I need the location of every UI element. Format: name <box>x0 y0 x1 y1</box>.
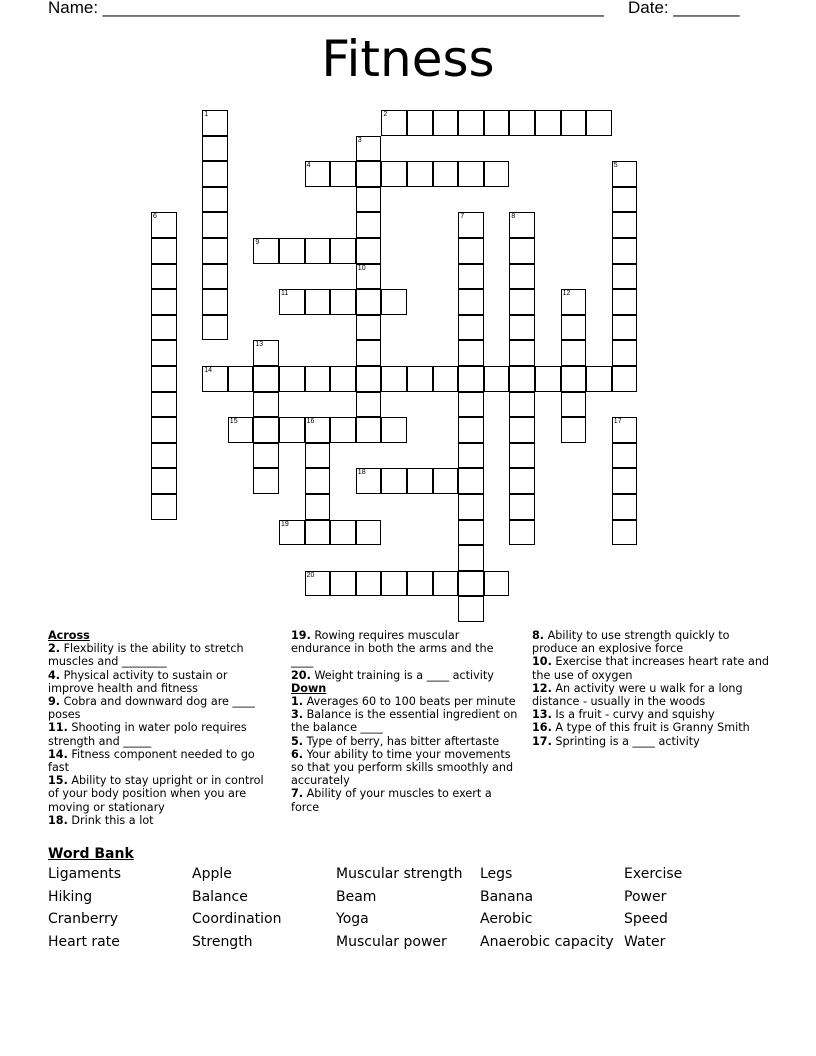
grid-cell[interactable] <box>253 238 279 264</box>
clue-number: 5 <box>613 162 618 170</box>
grid-cell[interactable] <box>484 571 510 597</box>
grid-cell[interactable] <box>458 545 484 571</box>
word-bank-item: Legs <box>480 866 513 882</box>
grid-cell[interactable] <box>561 417 587 443</box>
grid-cell[interactable] <box>458 289 484 315</box>
word-bank-item: Apple <box>192 866 232 882</box>
grid-cell[interactable] <box>433 571 459 597</box>
grid-cell[interactable] <box>586 366 612 392</box>
grid-cell[interactable] <box>151 340 177 366</box>
grid-cell[interactable] <box>612 494 638 520</box>
clue-number: 10 <box>357 264 366 272</box>
grid-cell[interactable] <box>484 110 510 136</box>
grid-cell[interactable] <box>305 494 331 520</box>
grid-cell[interactable] <box>458 340 484 366</box>
grid-cell[interactable] <box>202 315 228 341</box>
grid-cell[interactable] <box>151 315 177 341</box>
grid-cell[interactable] <box>484 161 510 187</box>
grid-cell[interactable] <box>458 238 484 264</box>
grid-cell[interactable] <box>202 212 228 238</box>
grid-cell[interactable] <box>458 417 484 443</box>
grid-cell[interactable] <box>305 520 331 546</box>
grid-cell[interactable] <box>509 520 535 546</box>
grid-cell[interactable] <box>458 468 484 494</box>
grid-cell[interactable] <box>330 289 356 315</box>
grid-cell[interactable] <box>356 520 382 546</box>
grid-cell[interactable] <box>407 110 433 136</box>
word-bank-row <box>48 889 768 912</box>
grid-cell[interactable] <box>279 520 305 546</box>
clue-down-16: 16. A type of this fruit is Granny Smith <box>532 721 750 735</box>
grid-cell[interactable] <box>151 264 177 290</box>
grid-cell[interactable] <box>151 238 177 264</box>
word-bank-item: Exercise <box>624 866 683 882</box>
grid-cell[interactable] <box>330 571 356 597</box>
grid-cell[interactable] <box>151 443 177 469</box>
grid-cell[interactable] <box>356 187 382 213</box>
grid-cell[interactable] <box>612 161 638 187</box>
grid-cell[interactable] <box>433 468 459 494</box>
clue-down-12: 12. An activity were u walk for a long distance - usually in the woods <box>532 681 743 709</box>
clue-down-8: 8. Ability to use strength quickly to produce an explosive force <box>532 629 730 656</box>
grid-cell[interactable] <box>305 366 331 392</box>
word-bank-item: Yoga <box>336 911 369 928</box>
grid-cell[interactable] <box>330 366 356 392</box>
grid-cell[interactable] <box>561 110 587 136</box>
grid-cell[interactable] <box>228 366 254 392</box>
clue-across-14: 14. Fitness component needed to go fast <box>48 747 255 775</box>
clue-number: 8 <box>511 213 516 221</box>
clue-across-9: 9. Cobra and downward dog are ____ poses <box>48 695 255 722</box>
word-bank-item: Hiking <box>48 888 93 905</box>
clue-number: 12 <box>562 290 571 298</box>
grid-cell[interactable] <box>458 494 484 520</box>
grid-cell[interactable] <box>305 289 331 315</box>
word-bank-item: Power <box>624 888 667 905</box>
grid-cell[interactable] <box>202 136 228 162</box>
clue-number: 9 <box>255 239 260 246</box>
word-bank-item: Beam <box>336 888 377 905</box>
grid-cell[interactable] <box>356 417 382 443</box>
word-bank-item: Coordination <box>192 911 282 928</box>
grid-cell[interactable] <box>279 238 305 264</box>
grid-cell[interactable] <box>279 289 305 315</box>
down-heading: Down <box>291 681 327 695</box>
grid-cell[interactable] <box>330 417 356 443</box>
grid-cell[interactable] <box>458 520 484 546</box>
date-line: Date: _______ <box>628 0 740 17</box>
grid-cell[interactable] <box>381 571 407 597</box>
clue-number: 17 <box>613 418 622 426</box>
grid-cell[interactable] <box>305 571 331 597</box>
grid-cell[interactable] <box>509 212 535 238</box>
clue-across-19: 19. Rowing requires muscular endurance in both the arms and the ____ <box>291 629 494 669</box>
grid-cell[interactable] <box>381 161 407 187</box>
grid-cell[interactable] <box>458 366 484 392</box>
grid-cell[interactable] <box>509 443 535 469</box>
word-bank-item: Strength <box>192 933 253 950</box>
word-bank-item: Balance <box>192 888 248 905</box>
grid-cell[interactable] <box>535 110 561 136</box>
clue-across-20: 20. Weight training is a ____ activity <box>291 668 494 682</box>
grid-cell[interactable] <box>356 468 382 494</box>
grid-cell[interactable] <box>458 315 484 341</box>
word-bank <box>48 866 768 956</box>
grid-cell[interactable] <box>458 264 484 290</box>
clue-down-6: 6. Your ability to time your movements so that you perform skills smoothly and accurately <box>291 747 514 788</box>
grid-cell[interactable] <box>356 136 382 162</box>
grid-cell[interactable] <box>253 443 279 469</box>
grid-cell[interactable] <box>356 392 382 418</box>
grid-cell[interactable] <box>253 468 279 494</box>
grid-cell[interactable] <box>561 289 587 315</box>
clues-column-3 <box>532 629 772 748</box>
clue-number: 2 <box>383 111 388 118</box>
clue-number: 13 <box>255 341 264 349</box>
word-bank-item: Cranberry <box>48 911 119 928</box>
clue-number: 16 <box>306 418 315 426</box>
clue-across-11: 11. Shooting in water polo requires strength and _____ <box>48 721 247 748</box>
grid-cell[interactable] <box>509 238 535 264</box>
grid-cell[interactable] <box>305 443 331 469</box>
grid-cell[interactable] <box>458 392 484 418</box>
grid-cell[interactable] <box>433 366 459 392</box>
grid-cell[interactable] <box>279 417 305 443</box>
grid-cell[interactable] <box>305 468 331 494</box>
grid-cell[interactable] <box>458 443 484 469</box>
grid-cell[interactable] <box>433 110 459 136</box>
clue-across-15: 15. Ability to stay upright or in control of your body position when you are moving or stationary <box>48 774 264 814</box>
grid-cell[interactable] <box>381 468 407 494</box>
grid-cell[interactable] <box>202 366 228 392</box>
grid-cell[interactable] <box>612 443 638 469</box>
grid-cell[interactable] <box>356 571 382 597</box>
grid-cell[interactable] <box>509 417 535 443</box>
grid-cell[interactable] <box>612 520 638 546</box>
clue-number: 6 <box>153 213 157 221</box>
clue-down-7: 7. Ability of your muscles to exert a force <box>291 787 492 814</box>
word-bank-item: Aerobic <box>480 911 533 928</box>
grid-cell[interactable] <box>458 571 484 597</box>
word-bank-item: Muscular power <box>336 933 447 950</box>
grid-cell[interactable] <box>305 238 331 264</box>
grid-cell[interactable] <box>612 468 638 494</box>
grid-cell[interactable] <box>458 596 484 622</box>
grid-cell[interactable] <box>330 238 356 264</box>
across-heading: Across <box>48 629 90 642</box>
grid-cell[interactable] <box>612 366 638 392</box>
grid-cell[interactable] <box>151 392 177 418</box>
grid-cell[interactable] <box>253 392 279 418</box>
grid-cell[interactable] <box>407 468 433 494</box>
word-bank-row <box>48 866 768 889</box>
grid-cell[interactable] <box>356 289 382 315</box>
clue-number: 20 <box>306 571 315 579</box>
grid-cell[interactable] <box>612 264 638 290</box>
clue-number: 19 <box>281 520 289 528</box>
grid-cell[interactable] <box>202 289 228 315</box>
clue-down-13: 13. Is a fruit - curvy and squishy <box>532 708 715 722</box>
grid-cell[interactable] <box>151 417 177 443</box>
grid-cell[interactable] <box>561 340 587 366</box>
grid-cell[interactable] <box>509 366 535 392</box>
grid-cell[interactable] <box>202 187 228 213</box>
grid-cell[interactable] <box>356 315 382 341</box>
grid-cell[interactable] <box>151 494 177 520</box>
grid-cell[interactable] <box>509 315 535 341</box>
clues-column-1 <box>48 629 276 827</box>
grid-cell[interactable] <box>433 161 459 187</box>
clue-down-17: 17. Sprinting is a ____ activity <box>532 734 700 748</box>
clue-number: 3 <box>357 136 362 144</box>
word-bank-item: Heart rate <box>48 933 120 950</box>
grid-cell[interactable] <box>612 289 638 315</box>
grid-cell[interactable] <box>356 238 382 264</box>
grid-cell[interactable] <box>458 212 484 238</box>
word-bank-item: Ligaments <box>48 866 122 882</box>
grid-cell[interactable] <box>509 340 535 366</box>
clue-across-4: 4. Physical activity to sustain or improve health and fitness <box>48 668 228 695</box>
clue-down-5: 5. Type of berry, has bitter aftertaste <box>291 734 500 748</box>
clue-across-2: 2. Flexbility is the ability to stretch muscles and ________ <box>48 642 244 669</box>
grid-cell[interactable] <box>279 366 305 392</box>
word-bank-row <box>48 911 768 934</box>
word-bank-item: Water <box>624 933 666 950</box>
page-title: Fitness <box>321 30 495 88</box>
clue-number: 4 <box>306 162 311 170</box>
grid-cell[interactable] <box>356 340 382 366</box>
grid-cell[interactable] <box>535 366 561 392</box>
grid-cell[interactable] <box>202 238 228 264</box>
grid-cell[interactable] <box>407 161 433 187</box>
grid-cell[interactable] <box>407 366 433 392</box>
grid-cell[interactable] <box>509 289 535 315</box>
word-bank-row <box>48 934 768 957</box>
grid-cell[interactable] <box>356 264 382 290</box>
grid-cell[interactable] <box>202 161 228 187</box>
grid-cell[interactable] <box>151 289 177 315</box>
clue-number: 11 <box>281 290 289 298</box>
grid-cell[interactable] <box>509 264 535 290</box>
word-bank-item: Anaerobic capacity <box>480 933 614 950</box>
clue-down-3: 3. Balance is the essential ingredient on the balance ____ <box>291 708 518 735</box>
word-bank-title: Word Bank <box>48 846 134 862</box>
grid-cell[interactable] <box>484 366 510 392</box>
clue-number: 14 <box>204 367 212 374</box>
clue-down-1: 1. Averages 60 to 100 beats per minute <box>291 695 516 709</box>
grid-cell[interactable] <box>561 315 587 341</box>
grid-cell[interactable] <box>509 110 535 136</box>
grid-cell[interactable] <box>561 366 587 392</box>
clue-number: 7 <box>460 213 465 221</box>
grid-cell[interactable] <box>305 417 331 443</box>
grid-cell[interactable] <box>612 187 638 213</box>
grid-cell[interactable] <box>561 392 587 418</box>
clue-number: 18 <box>357 469 366 477</box>
grid-cell[interactable] <box>509 392 535 418</box>
grid-cell[interactable] <box>381 110 407 136</box>
grid-cell[interactable] <box>612 238 638 264</box>
grid-cell[interactable] <box>330 520 356 546</box>
grid-cell[interactable] <box>202 264 228 290</box>
grid-cell[interactable] <box>381 417 407 443</box>
grid-cell[interactable] <box>356 161 382 187</box>
grid-cell[interactable] <box>151 212 177 238</box>
grid-cell[interactable] <box>612 212 638 238</box>
grid-cell[interactable] <box>612 340 638 366</box>
grid-cell[interactable] <box>509 468 535 494</box>
clues-column-2 <box>291 629 519 814</box>
grid-cell[interactable] <box>381 366 407 392</box>
grid-cell[interactable] <box>330 161 356 187</box>
grid-cell[interactable] <box>612 315 638 341</box>
clue-down-10: 10. Exercise that increases heart rate and the use of oxygen <box>532 655 770 682</box>
word-bank-item: Banana <box>480 888 534 905</box>
grid-cell[interactable] <box>305 161 331 187</box>
clue-number: 15 <box>229 418 238 426</box>
grid-cell[interactable] <box>151 366 177 392</box>
grid-cell[interactable] <box>202 110 228 136</box>
grid-cell[interactable] <box>612 417 638 443</box>
grid-cell[interactable] <box>509 494 535 520</box>
grid-cell[interactable] <box>586 110 612 136</box>
grid-cell[interactable] <box>381 289 407 315</box>
name-line: Name: _____________________________________________________ <box>48 0 604 17</box>
word-bank-item: Speed <box>624 911 668 928</box>
grid-cell[interactable] <box>253 417 279 443</box>
grid-cell[interactable] <box>458 161 484 187</box>
grid-cell[interactable] <box>407 571 433 597</box>
grid-cell[interactable] <box>253 366 279 392</box>
grid-cell[interactable] <box>356 366 382 392</box>
word-bank-item: Muscular strength <box>336 866 463 882</box>
grid-cell[interactable] <box>151 468 177 494</box>
grid-cell[interactable] <box>253 340 279 366</box>
clue-across-18: 18. Drink this a lot <box>48 813 154 827</box>
grid-cell[interactable] <box>458 110 484 136</box>
grid-cell[interactable] <box>356 212 382 238</box>
clue-number: 1 <box>204 111 209 118</box>
grid-cell[interactable] <box>228 417 254 443</box>
